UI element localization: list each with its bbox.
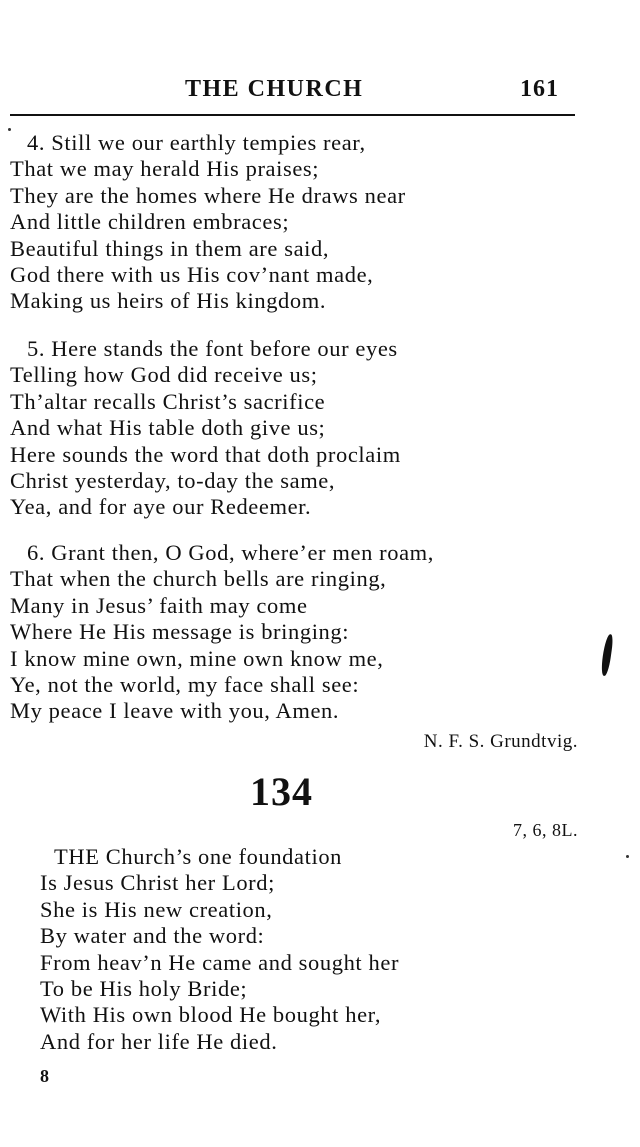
stanza-4	[0, 130, 640, 315]
running-header-title: THE CHURCH	[185, 76, 364, 102]
verse-line: That when the church bells are ringing,	[10, 566, 387, 592]
verse-line: Here sounds the word that doth proclaim	[10, 441, 401, 467]
hymn-134-stanza-1	[0, 844, 640, 1055]
verse-line: Where He His message is bringing:	[10, 619, 350, 645]
verse-line: They are the homes where He draws near	[10, 182, 406, 208]
verse-line: Is Jesus Christ her Lord;	[40, 870, 275, 896]
verse-line: By water and the word:	[40, 923, 265, 949]
verse-line: Telling how God did receive us;	[10, 362, 318, 388]
verse-line: 6. Grant then, O God, where’er men roam,	[27, 540, 434, 565]
verse-line: God there with us His cov’nant made,	[10, 262, 374, 288]
verse-line: Many in Jesus’ faith may come	[10, 592, 308, 618]
ink-speck	[626, 855, 629, 858]
printer-signature-mark: 8	[40, 1066, 49, 1086]
verse-line: THE Church’s one foundation	[54, 844, 343, 869]
verse-line: Ye, not the world, my face shall see:	[10, 672, 360, 698]
verse-line: And for her life He died.	[40, 1028, 278, 1054]
hymn-author: N. F. S. Grundtvig.	[423, 731, 578, 752]
verse-line: Yea, and for aye our Redeemer.	[10, 494, 312, 520]
verse-line: With His own blood He bought her,	[40, 1002, 382, 1028]
verse-line: She is His new creation,	[40, 896, 273, 922]
header-rule	[10, 114, 575, 116]
hymn-meter: 7, 6, 8L.	[513, 820, 578, 840]
verse-line: Christ yesterday, to-day the same,	[10, 468, 336, 494]
stanza-6	[0, 540, 640, 725]
ink-speck	[8, 128, 11, 131]
page-number: 161	[520, 76, 559, 102]
verse-line: And little children embraces;	[10, 209, 290, 235]
verse-line: My peace I leave with you, Amen.	[10, 698, 340, 724]
verse-line: Making us heirs of His kingdom.	[10, 288, 327, 314]
verse-line: That we may herald His praises;	[10, 156, 320, 182]
verse-line: I know mine own, mine own know me,	[10, 645, 384, 671]
stanza-5	[0, 336, 640, 521]
verse-line: To be His holy Bride;	[40, 976, 248, 1002]
hymn-number: 134	[250, 769, 313, 814]
verse-line: Th’altar recalls Christ’s sacrifice	[10, 388, 326, 414]
verse-line: From heav’n He came and sought her	[40, 949, 400, 975]
verse-line: 4. Still we our earthly tempies rear,	[27, 130, 366, 155]
verse-line: And what His table doth give us;	[10, 415, 326, 441]
verse-line: Beautiful things in them are said,	[10, 235, 330, 261]
verse-line: 5. Here stands the font before our eyes	[27, 336, 398, 361]
